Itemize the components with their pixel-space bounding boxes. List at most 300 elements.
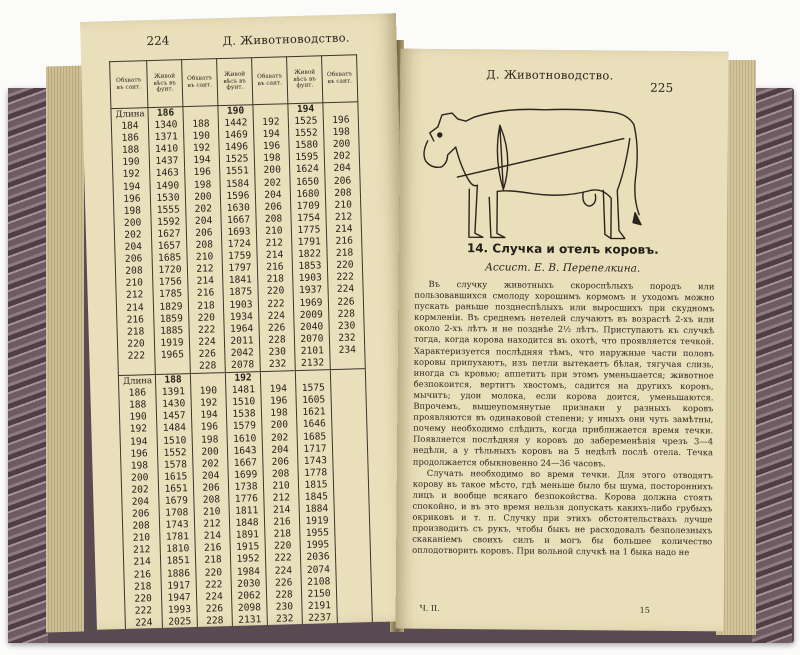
table-cell: 1903 xyxy=(293,272,328,285)
table-cell: 1886 xyxy=(161,568,196,581)
table-cell: 206 xyxy=(325,175,360,188)
table-cell: 1490 xyxy=(150,180,185,193)
table-cell: 1917 xyxy=(161,580,196,593)
table-cell: 1785 xyxy=(153,288,188,301)
table-cell: 204 xyxy=(262,444,297,457)
table-cell: 1650 xyxy=(290,176,325,189)
table-cell: 220 xyxy=(117,338,154,351)
table-cell: 1815 xyxy=(298,479,333,492)
table-cell: 1469 xyxy=(219,129,254,142)
table-cell xyxy=(190,373,225,387)
table-cell: 1667 xyxy=(221,214,256,227)
column-header: Живой вѣсъ въ фунт. xyxy=(287,56,323,104)
table-cell: 230 xyxy=(267,601,302,614)
table-cell: 1919 xyxy=(154,337,189,350)
table-cell xyxy=(295,370,330,384)
table-cell: 1481 xyxy=(226,384,261,397)
table-cell xyxy=(337,599,372,612)
table-cell: 224 xyxy=(189,336,224,349)
table-cell xyxy=(335,526,370,539)
table-cell: 2150 xyxy=(301,588,336,601)
table-cell xyxy=(333,478,368,491)
table-cell: 194 xyxy=(113,181,150,194)
right-page xyxy=(395,49,728,632)
table-cell: 226 xyxy=(197,603,232,616)
table-cell: 202 xyxy=(121,484,158,497)
table-cell: 1915 xyxy=(230,541,265,554)
table-cell: 2108 xyxy=(301,576,336,589)
table-cell: 1797 xyxy=(222,262,257,275)
table-cell: 1811 xyxy=(229,505,264,518)
table-cell: 1759 xyxy=(222,250,257,263)
table-cell: 202 xyxy=(193,458,228,471)
table-cell: 1775 xyxy=(291,224,326,237)
table-cell xyxy=(260,371,295,385)
table-cell: 2042 xyxy=(225,347,260,360)
table-cell: 224 xyxy=(266,565,301,578)
table-cell: 1646 xyxy=(297,419,332,432)
table-cell: 1667 xyxy=(228,457,263,470)
length-value: 186 xyxy=(148,107,183,121)
table-cell: 1578 xyxy=(158,459,193,472)
paragraph: Въ случку животныхъ скороспѣлыхъ породъ или пользовавшихся смолоду хорошимъ кормомъ и уходомъ можно пускать раньше позднеспѣлыхъ или выросшихъ при скудномъ кормленіи. Въ среднемъ нетелей случаютъ въ возрастѣ 2-хъ или около 2-хъ лѣтъ и не позднѣе 2½ лѣтъ. Приступаютъ къ случкѣ тогда, когда корова находится въ охотѣ, что проявляется течкой. Характеризуется послѣдняя тѣмъ, что наружные части половъ коровы припухаютъ, изъ петли вытекаетъ бѣлая, тягучая слизь, иногда съ кровью; аппетитъ при этомъ уменьшается; животное безпокоится, вертитъ хвостомъ, садится на другихъ коровъ, мычитъ; удои молока, если корова доится, уменьшаются. Впрочемъ, вышеупомянутые признаки у разныхъ коровъ проявляются въ одинаковой степени; у иныхъ они чуть замѣтны, почему необходимо слѣдить, когда приближается время течки. Появляется послѣдняя у коровъ до забеременѣнія чрезъ 3—4 недѣли, а у тѣльныхъ коровъ на 5 недѣлѣ послѣ отела. Течка продолжается обыкновенно 24—36 часовъ. xyxy=(412,278,715,468)
table-cell: 202 xyxy=(186,203,221,216)
table-cell: 1919 xyxy=(299,515,334,528)
table-cell: 1538 xyxy=(226,408,261,421)
table-cell: 220 xyxy=(196,567,231,580)
cow-measurement-illustration xyxy=(413,77,653,257)
table-cell: 198 xyxy=(261,407,296,420)
table-cell: 202 xyxy=(324,151,359,164)
table-cell xyxy=(331,381,366,394)
table-cell xyxy=(332,442,367,455)
table-cell: 214 xyxy=(116,302,153,315)
table-cell: 1693 xyxy=(221,226,256,239)
running-head: Д. Животноводство. xyxy=(222,30,351,49)
table-cell: 220 xyxy=(327,259,362,272)
table-cell: 1610 xyxy=(227,433,262,446)
table-cell: 194 xyxy=(191,409,226,422)
table-cell: 1848 xyxy=(229,517,264,530)
table-cell: 196 xyxy=(254,140,289,153)
table-cell: 184 xyxy=(111,120,148,133)
table-cell xyxy=(330,369,365,383)
table-cell: 2030 xyxy=(231,578,266,591)
table-cell: 220 xyxy=(189,312,224,325)
table-cell xyxy=(253,104,288,118)
weight-table xyxy=(109,54,373,629)
left-page xyxy=(80,13,413,630)
table-cell: 2011 xyxy=(224,335,259,348)
table-cell: 1720 xyxy=(152,264,187,277)
table-cell: 214 xyxy=(264,504,299,517)
table-cell: 1510 xyxy=(226,396,261,409)
table-cell: 1756 xyxy=(153,276,188,289)
table-cell xyxy=(332,418,367,431)
table-cell: 1496 xyxy=(219,141,254,154)
table-cell: 1724 xyxy=(222,238,257,251)
table-cell: 218 xyxy=(327,247,362,260)
table-cell: 192 xyxy=(113,169,150,182)
column-header: Живой вѣсъ въ фунт. xyxy=(217,58,253,106)
footer-signature: Ч. II. xyxy=(419,603,440,613)
length-value: 188 xyxy=(155,374,190,388)
table-cell: 204 xyxy=(122,496,159,509)
table-cell: 198 xyxy=(114,205,151,218)
table-cell: 206 xyxy=(115,253,152,266)
length-value: 194 xyxy=(288,103,323,117)
table-cell: 210 xyxy=(194,506,229,519)
table-cell xyxy=(334,514,369,527)
table-cell: 2101 xyxy=(295,345,330,358)
table-cell: 1984 xyxy=(231,566,266,579)
table-cell: 226 xyxy=(190,348,225,361)
table-cell: 196 xyxy=(323,114,358,127)
table-cell: 2074 xyxy=(301,564,336,577)
table-cell: 200 xyxy=(121,472,158,485)
length-label: Длина xyxy=(111,108,148,122)
table-cell: 1791 xyxy=(292,236,327,249)
table-cell: 2070 xyxy=(294,333,329,346)
table-cell xyxy=(323,102,358,116)
table-cell: 198 xyxy=(254,153,289,166)
table-cell: 1776 xyxy=(229,493,264,506)
table-cell: 222 xyxy=(265,553,300,566)
table-cell: 228 xyxy=(329,308,364,321)
table-cell: 202 xyxy=(255,177,290,190)
table-cell: 226 xyxy=(328,296,363,309)
table-cell: 196 xyxy=(185,167,220,180)
table-cell: 204 xyxy=(115,241,152,254)
table-cell: 1993 xyxy=(162,604,197,617)
table-cell: 1680 xyxy=(290,188,325,201)
marbled-cover-right xyxy=(752,88,792,643)
table-cell: 188 xyxy=(183,118,218,131)
table-cell: 204 xyxy=(193,470,228,483)
table-cell: 1952 xyxy=(230,553,265,566)
table-cell: 210 xyxy=(256,225,291,238)
table-cell: 212 xyxy=(194,518,229,531)
table-cell xyxy=(330,356,365,370)
table-cell: 190 xyxy=(119,411,156,424)
table-cell: 222 xyxy=(118,350,155,363)
table-cell: 1875 xyxy=(223,287,258,300)
table-cell: 210 xyxy=(123,532,160,545)
table-cell: 2098 xyxy=(232,602,267,615)
table-cell: 228 xyxy=(197,615,232,629)
table-cell: 218 xyxy=(117,326,154,339)
table-cell: 1592 xyxy=(151,216,186,229)
table-cell: 200 xyxy=(114,217,151,230)
table-cell: 224 xyxy=(259,310,294,323)
table-cell: 2036 xyxy=(300,552,335,565)
table-cell: 228 xyxy=(266,589,301,602)
table-cell: 220 xyxy=(258,286,293,299)
table-cell: 194 xyxy=(261,383,296,396)
table-cell: 190 xyxy=(184,130,219,143)
table-cell: 230 xyxy=(329,320,364,333)
table-cell: 200 xyxy=(262,420,297,433)
table-cell xyxy=(333,454,368,467)
column-header: Обхватъ въ сант. xyxy=(322,55,358,103)
table-cell: 2040 xyxy=(294,321,329,334)
table-header-row xyxy=(110,55,358,109)
table-cell: 224 xyxy=(328,284,363,297)
table-cell: 1738 xyxy=(228,481,263,494)
table-cell: 218 xyxy=(265,528,300,541)
table-cell xyxy=(155,361,190,375)
table-cell: 206 xyxy=(186,227,221,240)
table-cell: 198 xyxy=(121,460,158,473)
table-cell: 1595 xyxy=(289,152,324,165)
table-cell: 200 xyxy=(324,139,359,152)
table-cell: 1552 xyxy=(157,447,192,460)
table-cell: 1525 xyxy=(219,154,254,167)
table-cell: 1810 xyxy=(160,543,195,556)
table-cell: 206 xyxy=(122,508,159,521)
table-cell: 218 xyxy=(195,554,230,567)
table-cell: 224 xyxy=(196,591,231,604)
table-cell: 1627 xyxy=(151,228,186,241)
table-cell: 216 xyxy=(124,569,161,582)
table-cell: 1743 xyxy=(298,455,333,468)
table-cell: 208 xyxy=(256,213,291,226)
table-cell: 1463 xyxy=(150,168,185,181)
column-header: Обхватъ въ сант. xyxy=(252,57,288,105)
table-cell xyxy=(336,563,371,576)
table-cell: 198 xyxy=(192,434,227,447)
table-cell: 1484 xyxy=(157,422,192,435)
table-cell: 212 xyxy=(264,492,299,505)
table-cell xyxy=(331,405,366,418)
length-label: Длина xyxy=(118,375,155,389)
table-cell: 222 xyxy=(189,324,224,337)
footer-sheet-number: 15 xyxy=(639,605,650,615)
table-cell: 220 xyxy=(124,593,161,606)
table-cell xyxy=(335,551,370,564)
table-cell: 1530 xyxy=(150,192,185,205)
column-header: Обхватъ въ сант. xyxy=(182,59,218,107)
table-cell xyxy=(334,502,369,515)
table-cell: 218 xyxy=(124,581,161,594)
table-cell: 210 xyxy=(187,251,222,264)
table-cell: 196 xyxy=(261,395,296,408)
table-cell: 208 xyxy=(194,494,229,507)
table-cell: 220 xyxy=(265,540,300,553)
table-cell: 214 xyxy=(257,249,292,262)
table-cell: 228 xyxy=(190,360,225,374)
body-text xyxy=(412,279,714,559)
table-cell: 216 xyxy=(117,314,154,327)
table-cell: 216 xyxy=(195,542,230,555)
table-cell: 192 xyxy=(191,397,226,410)
table-cell: 1885 xyxy=(154,325,189,338)
table-cell: 1525 xyxy=(288,115,323,128)
table-cell: 186 xyxy=(112,132,149,145)
table-cell: 1859 xyxy=(154,313,189,326)
table-cell: 202 xyxy=(114,229,151,242)
table-cell: 210 xyxy=(263,480,298,493)
table-cell: 204 xyxy=(255,189,290,202)
table-cell: 204 xyxy=(186,215,221,228)
table-cell: 194 xyxy=(254,128,289,141)
paragraph: Случать необходимо во время течки. Для этого отводятъ корову въ такое мѣсто, гдѣ меньше было бы шума, постороннихъ лицъ и вообще всякаго безпокойства. Корова должна стоять спокойно, и въ это время нельзя допускать какихъ-либо грубыхъ окриковъ и т. п. Случку при этихъ обстоятельствахъ лучше производить съ рукъ, чтобы быкъ не расходовалъ безполезныхъ скаканіемъ своихъ силъ и могъ бы большее количество оплодотворить коровъ. При вольной случкѣ на 1 быка надо не xyxy=(412,467,713,558)
table-cell: 1391 xyxy=(156,386,191,399)
table-cell: 206 xyxy=(256,201,291,214)
table-cell: 208 xyxy=(115,265,152,278)
table-cell: 192 xyxy=(184,142,219,155)
table-cell: 216 xyxy=(257,261,292,274)
table-cell: 1685 xyxy=(297,431,332,444)
table-cell: 230 xyxy=(260,346,295,359)
table-cell: 1457 xyxy=(156,410,191,423)
table-cell: 218 xyxy=(188,300,223,313)
table-cell xyxy=(332,430,367,443)
table-cell xyxy=(336,587,371,600)
table-cell xyxy=(335,538,370,551)
table-cell: 216 xyxy=(327,235,362,248)
table-cell xyxy=(334,490,369,503)
table-cell: 222 xyxy=(196,579,231,592)
table-cell: 1829 xyxy=(153,301,188,314)
length-value: 190 xyxy=(218,105,253,119)
table-cell: 204 xyxy=(325,163,360,176)
table-cell xyxy=(183,106,218,120)
table-cell: 1964 xyxy=(224,323,259,336)
table-cell: 218 xyxy=(258,273,293,286)
table-cell: 1781 xyxy=(160,531,195,544)
table-cell: 1584 xyxy=(220,178,255,191)
table-cell: 214 xyxy=(188,275,223,288)
table-cell: 1969 xyxy=(293,297,328,310)
table-cell: 200 xyxy=(255,165,290,178)
table-cell: 1717 xyxy=(297,443,332,456)
table-cell: 198 xyxy=(324,126,359,139)
table-cell: 1709 xyxy=(291,200,326,213)
table-cell: 196 xyxy=(120,448,157,461)
table-cell: 1853 xyxy=(292,260,327,273)
table-cell: 234 xyxy=(330,344,365,357)
table-cell: 214 xyxy=(195,530,230,543)
column-header: Живой вѣсъ въ фунт. xyxy=(147,60,183,108)
table-cell: 1621 xyxy=(296,406,331,419)
table-cell: 226 xyxy=(266,577,301,590)
table-cell: 208 xyxy=(263,468,298,481)
table-cell: 212 xyxy=(257,237,292,250)
table-cell: 208 xyxy=(325,187,360,200)
table-cell: 1437 xyxy=(149,156,184,169)
table-cell: 1743 xyxy=(159,519,194,532)
table-cell: 1580 xyxy=(289,140,324,153)
table-cell: 196 xyxy=(113,193,150,206)
table-cell: 1555 xyxy=(151,204,186,217)
table-cell: 232 xyxy=(267,613,302,627)
table-cell: 1596 xyxy=(220,190,255,203)
table-cell: 1615 xyxy=(158,471,193,484)
table-cell: 1903 xyxy=(223,299,258,312)
table-cell xyxy=(333,466,368,479)
table-cell: 1371 xyxy=(149,131,184,144)
table-cell: 216 xyxy=(264,516,299,529)
running-head: Д. Животноводство. xyxy=(486,67,614,83)
table-cell xyxy=(331,393,366,406)
table-cell: 1841 xyxy=(223,274,258,287)
table-cell: 232 xyxy=(260,358,295,372)
table-cell: 200 xyxy=(185,191,220,204)
table-cell: 1851 xyxy=(160,555,195,568)
table-cell: 212 xyxy=(123,544,160,557)
table-cell: 1778 xyxy=(298,467,333,480)
table-cell: 1891 xyxy=(230,529,265,542)
table-cell: 194 xyxy=(184,155,219,168)
table-cell: 1934 xyxy=(224,311,259,324)
table-cell: 208 xyxy=(122,520,159,533)
table-cell: 214 xyxy=(326,223,361,236)
table-cell: 1657 xyxy=(152,240,187,253)
table-cell: 1947 xyxy=(161,592,196,605)
table-cell: 228 xyxy=(259,334,294,347)
table-cell: 206 xyxy=(193,482,228,495)
page-edges-left xyxy=(46,66,84,633)
table-cell: 1551 xyxy=(220,166,255,179)
table-cell: 1708 xyxy=(159,507,194,520)
table-cell: 210 xyxy=(116,277,153,290)
table-cell: 212 xyxy=(326,211,361,224)
table-cell: 1630 xyxy=(221,202,256,215)
table-cell: 2078 xyxy=(225,359,260,373)
table-cell: 200 xyxy=(192,446,227,459)
table-cell: 232 xyxy=(329,332,364,345)
table-cell: 1442 xyxy=(218,117,253,130)
table-cell: 222 xyxy=(258,298,293,311)
table-cell: 190 xyxy=(112,156,149,169)
table-cell: 212 xyxy=(187,263,222,276)
table-cell: 1575 xyxy=(296,382,331,395)
table-cell: 214 xyxy=(123,556,160,569)
table-cell: 208 xyxy=(187,239,222,252)
table-cell: 216 xyxy=(188,288,223,301)
table-cell: 1845 xyxy=(299,491,334,504)
table-cell: 1937 xyxy=(293,285,328,298)
marbled-cover-left xyxy=(8,88,48,643)
table-cell: 226 xyxy=(259,322,294,335)
table-cell: 2062 xyxy=(231,590,266,603)
column-header: Обхватъ въ сант. xyxy=(110,61,148,109)
table-section-1 xyxy=(111,102,365,376)
table-cell: 198 xyxy=(185,179,220,192)
table-cell: 1965 xyxy=(155,349,190,362)
table-cell: 2131 xyxy=(232,614,267,628)
page-number: 225 xyxy=(650,80,674,95)
table-cell: 188 xyxy=(119,399,156,412)
table-cell: 1579 xyxy=(227,421,262,434)
table-cell: 1651 xyxy=(158,483,193,496)
table-cell: 1430 xyxy=(156,398,191,411)
table-cell: 1340 xyxy=(148,119,183,132)
table-section-2 xyxy=(118,369,372,630)
table-cell: 1510 xyxy=(157,435,192,448)
table-cell xyxy=(118,362,155,376)
table-cell: 206 xyxy=(263,456,298,469)
table-cell: 1624 xyxy=(290,164,325,177)
table-cell: 196 xyxy=(192,421,227,434)
table-cell: 212 xyxy=(116,289,153,302)
table-cell: 2237 xyxy=(302,612,337,626)
section-title: 14. Случка и отелъ коровъ. xyxy=(466,241,659,257)
page-number: 224 xyxy=(146,33,170,49)
table-cell: 188 xyxy=(112,144,149,157)
length-value: 192 xyxy=(225,372,260,386)
